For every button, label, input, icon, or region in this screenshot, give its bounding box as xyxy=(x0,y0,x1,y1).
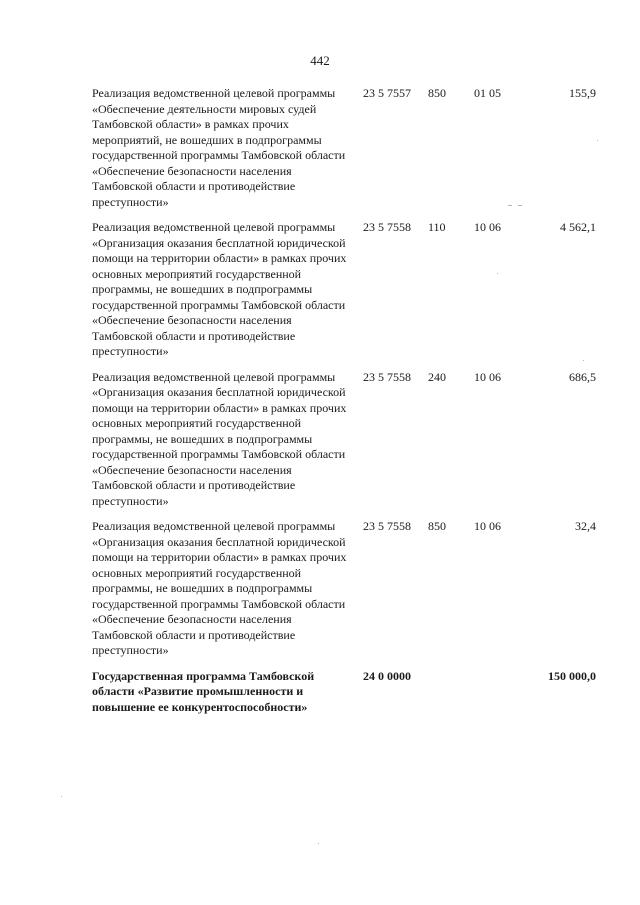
table-row xyxy=(0,519,640,659)
row-section-code: 10 06 xyxy=(474,519,501,533)
row-target-code: 24 0 0000 xyxy=(363,668,411,683)
scan-speck xyxy=(583,360,584,361)
scan-speck xyxy=(597,140,598,141)
row-target-code: 23 5 7558 xyxy=(363,369,411,384)
table-row xyxy=(0,370,640,510)
page-number: 442 xyxy=(310,53,330,68)
row-expense-kind: 240 xyxy=(428,369,446,384)
row-description: Реализация ведомственной целевой программы «Организация оказания бесплатной юридической помощи на территории области» в рамках прочих основных мероприятий государственной программы, не вошедших в подпрограммы государственной программы Тамбовской области «Обеспечение безопасности населения Тамбовской области и противодействие преступности» xyxy=(92,369,347,508)
scan-speck xyxy=(518,205,522,206)
scan-speck xyxy=(61,796,62,797)
row-description: Реализация ведомственной целевой программы «Организация оказания бесплатной юридической помощи на территории области» в рамках прочих основных мероприятий государственной программы, не вошедших в подпрограммы государственной программы Тамбовской области «Обеспечение безопасности населения Тамбовской области и противодействие преступности» xyxy=(92,519,347,657)
row-amount: 686,5 xyxy=(569,369,596,384)
row-amount: 4 562,1 xyxy=(560,220,596,234)
row-amount: 150 000,0 xyxy=(548,668,596,683)
row-expense-kind: 110 xyxy=(428,220,446,234)
row-section-code: 01 05 xyxy=(474,86,501,100)
row-section-code: 10 06 xyxy=(474,220,501,234)
row-target-code: 23 5 7558 xyxy=(363,220,411,234)
row-amount: 32,4 xyxy=(575,519,596,533)
scan-speck xyxy=(508,205,512,206)
row-section-code: 10 06 xyxy=(474,369,501,384)
budget-table xyxy=(0,86,640,715)
row-description: Реализация ведомственной целевой программы «Обеспечение деятельности мировых судей Тамбовской области» в рамках прочих мероприятий, не вошедших в подпрограммы государственной программы Тамбовской области «Обеспечение безопасности населения Тамбовской области и противодействие преступности» xyxy=(92,86,346,209)
scan-speck xyxy=(318,843,319,844)
table-row xyxy=(0,86,640,210)
row-description: Государственная программа Тамбовской области «Развитие промышленности и повышение ее конкурентоспособности» xyxy=(92,668,315,714)
table-row-program-total xyxy=(0,669,640,716)
row-amount: 155,9 xyxy=(569,86,596,100)
row-target-code: 23 5 7557 xyxy=(363,86,411,100)
row-description: Реализация ведомственной целевой программы «Организация оказания бесплатной юридической помощи на территории области» в рамках прочих основных мероприятий государственной программы, не вошедших в подпрограммы государственной программы Тамбовской области «Обеспечение безопасности населения Тамбовской области и противодействие преступности» xyxy=(92,220,347,358)
row-target-code: 23 5 7558 xyxy=(363,519,411,533)
row-expense-kind: 850 xyxy=(428,519,446,533)
scan-speck xyxy=(497,273,498,274)
table-row xyxy=(0,220,640,360)
row-expense-kind: 850 xyxy=(428,86,446,100)
